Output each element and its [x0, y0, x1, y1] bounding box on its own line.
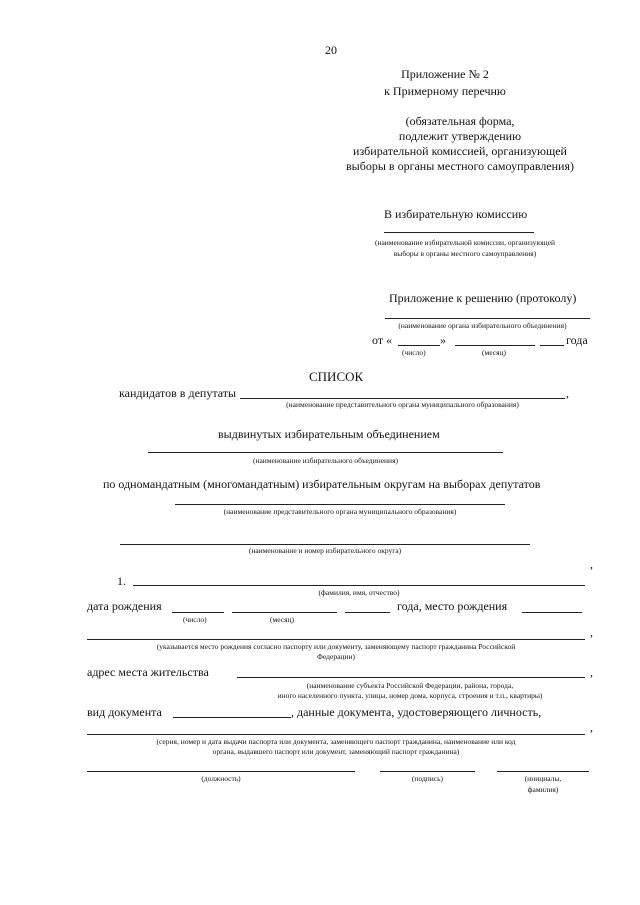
doc-caption: органа, выдавшего паспорт или документ, заменяющий паспорт гражданина): [212, 747, 460, 756]
addressee-line: [384, 232, 534, 233]
appendix-title: Приложение № 2: [401, 67, 489, 81]
appendix-subtitle: к Примерному перечню: [384, 84, 506, 98]
association-caption: (наименование избирательного объединения): [252, 456, 399, 465]
address-label: адрес места жительства: [87, 665, 209, 679]
comma: ,: [590, 665, 593, 679]
appendix-note-line: (обязательная форма,: [405, 114, 515, 128]
decision-caption: (наименование органа избирательного объединения): [398, 321, 567, 330]
body-caption-2: (наименование представительного органа муниципального образования): [223, 507, 457, 516]
decision-day-line: [398, 345, 440, 346]
signature-line: [380, 771, 475, 772]
body-line-2: [175, 504, 505, 505]
candidate-name-caption: (фамилия, имя, отчество): [318, 588, 400, 597]
district-line: [120, 544, 530, 545]
candidate-name-line: [133, 585, 585, 586]
addressee-caption: выборы в органы местного самоуправления): [393, 249, 537, 258]
birth-place-caption: Федерации): [317, 652, 355, 661]
birth-place-label: года, место рождения: [397, 599, 508, 613]
district-caption: (наименование и номер избирательного округа): [248, 546, 402, 555]
appendix-note-line: выборы в органы местного самоуправления): [346, 159, 574, 173]
initials-line: [497, 771, 589, 772]
body-line: [240, 398, 565, 399]
birth-place-line-2: [87, 639, 585, 640]
decision-year-line: [540, 345, 564, 346]
birth-date-label: дата рождения: [87, 599, 162, 613]
birth-month-line: [232, 612, 337, 613]
signature-caption: (подпись): [411, 774, 444, 783]
doc-data-line: [87, 734, 585, 735]
decision-month-caption: (месяц): [482, 348, 507, 357]
appendix-note-line: избирательной комиссией, организующей: [353, 144, 567, 158]
doc-caption: (серия, номер и дата выдачи паспорта или документа, заменяющего паспорт гражданина, наименование или код: [156, 737, 516, 746]
body-caption: (наименование представительного органа муниципального образования): [286, 400, 519, 409]
address-caption: иного населенного пункта, улицы, номер дома, корпуса, строения и т.п., квартиры): [277, 691, 543, 700]
appendix-note-line: подлежит утверждению: [398, 129, 522, 143]
decision-quote-close: »: [440, 333, 446, 347]
nominated-label: выдвинутых избирательным объединением: [218, 427, 440, 441]
birth-place-line: [522, 612, 582, 613]
address-caption: (наименование субъекта Российской Федерации, района, города,: [306, 681, 514, 690]
addressee-label: В избирательную комиссию: [384, 207, 528, 221]
position-caption: (должность): [201, 774, 241, 783]
page-number: 20: [325, 43, 337, 57]
districts-label: по одномандатным (многомандатным) избирательным округам на выборах депутатов: [103, 477, 541, 491]
position-line: [87, 771, 355, 772]
birth-month-caption: (месяц): [270, 615, 295, 624]
doc-data-label: , данные документа, удостоверяющего личность,: [291, 705, 542, 719]
comma: ,: [566, 386, 569, 400]
birth-day-caption: (число): [183, 615, 207, 624]
address-line: [237, 677, 585, 678]
initials-caption: фамилия): [527, 785, 559, 794]
association-line: [148, 452, 503, 453]
comma: ,: [590, 720, 593, 734]
doc-type-label: вид документа: [87, 705, 162, 719]
decision-year-word: года: [566, 333, 588, 347]
initials-caption: (инициалы,: [524, 774, 562, 783]
decision-month-line: [455, 345, 535, 346]
list-title: СПИСОК: [309, 369, 364, 384]
comma: ,: [590, 557, 593, 571]
decision-day-caption: (число): [402, 348, 426, 357]
candidates-label: кандидатов в депутаты: [119, 386, 237, 400]
doc-type-line: [173, 717, 291, 718]
decision-label: Приложение к решению (протоколу): [389, 291, 577, 305]
comma: ,: [590, 625, 593, 639]
birth-day-line: [172, 612, 224, 613]
birth-place-caption: (указывается место рождения согласно паспорту или документу, заменяющему паспорт гражданина Российской: [156, 642, 516, 651]
decision-from: от «: [372, 333, 393, 347]
birth-year-line: [345, 612, 390, 613]
addressee-caption: (наименование избирательной комиссии, организующей: [374, 238, 556, 247]
candidate-number: 1.: [117, 574, 126, 588]
decision-line: [385, 318, 590, 319]
